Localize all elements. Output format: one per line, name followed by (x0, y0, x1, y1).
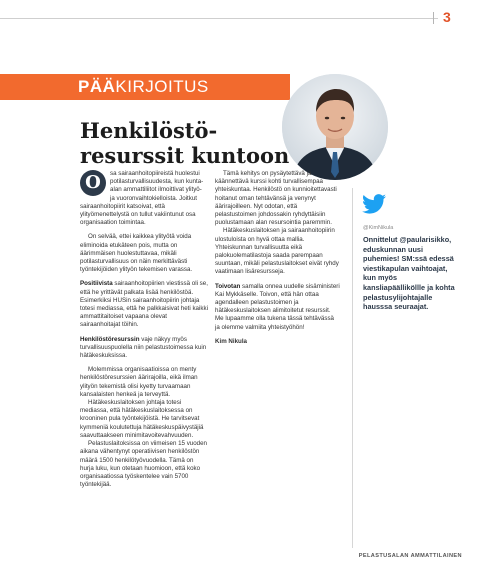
paragraph (80, 336, 208, 361)
paragraph-lead: Positiivista (80, 280, 113, 288)
dropcap: O (80, 170, 106, 196)
kicker-banner (0, 74, 290, 100)
signature: Kim Nikula (215, 337, 247, 345)
paragraph: sa sairaanhoitopiireistä huolestui potilasturvallisuudesta, kun kunta-alan ammattiliitot ilmoittivat ylityö- ja vuoronvaihtokielloista. Joitkut sairaanhoitopiirit katsoivat, että ylityömenettelystä on tullut vakiintunut osa organisaation toimintaa. (80, 170, 204, 227)
sidebar-divider (352, 188, 353, 548)
headline: Henkilöstö-resurssit kuntoon (80, 118, 290, 168)
top-rule-tick (433, 12, 434, 24)
publication-footer: PELASTUSALAN AMMATTILAINEN (358, 553, 462, 559)
kicker-label (78, 77, 209, 97)
twitter-handle: @KimNikula (363, 225, 394, 231)
paragraph-text: sairaanhoitopiirien viestissä oli se, että he yrittävät palkata lisää henkilöstöä. Esimerkiksi HUSin sairaanhoitopiirin johtaja totesi mediassa, että he palkkaisivat heti kaikki ammattitaitoiset vapaana olevat sairaanhoitajat töihin. (80, 280, 208, 329)
paragraph-text: vaje näkyy myös turvallisuuspuolella niin pelastustoimessa kuin hätäkeskuksissa. (80, 335, 207, 360)
paragraph-text: samalla onnea uudelle sisäministeri Kai Mykkäselle. Toivon, että hän ottaa agendalleen pelastustoimen ja hätäkeskuslaitoksen alimitoitetut resurssit. Me lupaamme olla tukena tässä tehtävässä ja olemme valmiita yhteistyöhön! (215, 282, 340, 331)
paragraph (215, 283, 340, 332)
kicker-rest: KIRJOITUS (115, 77, 209, 96)
body-column-1 (80, 170, 208, 489)
paragraph: Hätäkeskuslaitoksen ja sairaanhoitopiirin ulostuloista on hyvä ottaa mallia. Yhteiskunnan turvallisuutta eikä palokuolematilastoja saada parempaan suuntaan, mikäli pelastuslaitokset eivät ryhdy vaatimaan lisäresursseja. (215, 227, 339, 276)
twitter-bird-icon (362, 194, 386, 214)
paragraph: Molemmissa organisaatioissa on menty henkilöstöresurssien äärirajoilla, eikä ilman ylityön tekemistä olisi kyetty turvaamaan kansalaisten henkeä ja terveyttä. (80, 366, 198, 398)
paragraph: On selvää, ettei kaikkea ylityötä voida eliminoida etukäteen pois, mutta on äärimmäisen huolestuttavaa, mikäli potilasturvallisuus on näin merkittävästi työntekijöiden ylityön tekemisen varassa. (80, 233, 193, 274)
paragraph: Tämä kehitys on pysäytettävä ja käännettävä kurssi kohti turvallisempaa yhteiskuntaa. Henkilöstö on kunnioitettavasti hoitanut oman tehtävänsä ja venynyt äärirajoilleen. Nyt odotan, että pelastustoimen johdossakin ryhdyttäisiin puolustamaan alan resursointia paremmin. (215, 170, 337, 227)
tweet-text: Onnittelut @paularisikko, eduskunnan uusi puhemies! SM:ssä edessä viestikapulan vaihtoajat, kun myös kansliapäälliköllle ja kohta pelastusylijohtajalle hausssa seuraajat. (363, 235, 455, 312)
paragraph-lead: Henkilöstöresurssin (80, 335, 140, 343)
dropcap-spacer (80, 170, 110, 196)
paragraph-lead: Toivotan (215, 282, 241, 290)
paragraph: Hätäkeskuslaitoksen johtaja totesi mediassa, että hätäkeskuslaitoksessa on krooninen pula työntekijöistä. He tarvitsevat kymmeniä koulutettuja hätäkeskuspäivystäjiä saavuttaakseen minimitavoitevahvuuden. (80, 399, 204, 439)
page-number: 3 (443, 9, 451, 25)
kicker-bold: PÄÄ (78, 77, 116, 96)
top-rule (0, 18, 438, 19)
paragraph (80, 280, 208, 329)
paragraph: Pelastuslaitoksissa on viimeisen 15 vuoden aikana vähentynyt operatiivisen henkilöstön määrä 1500 henkilötyövuodella. Tämä on hurja luku, kun otetaan huomioon, että koko organisaatiossa työskentelee vain 5700 työntekijää. (80, 440, 208, 489)
body-column-2 (215, 170, 340, 352)
